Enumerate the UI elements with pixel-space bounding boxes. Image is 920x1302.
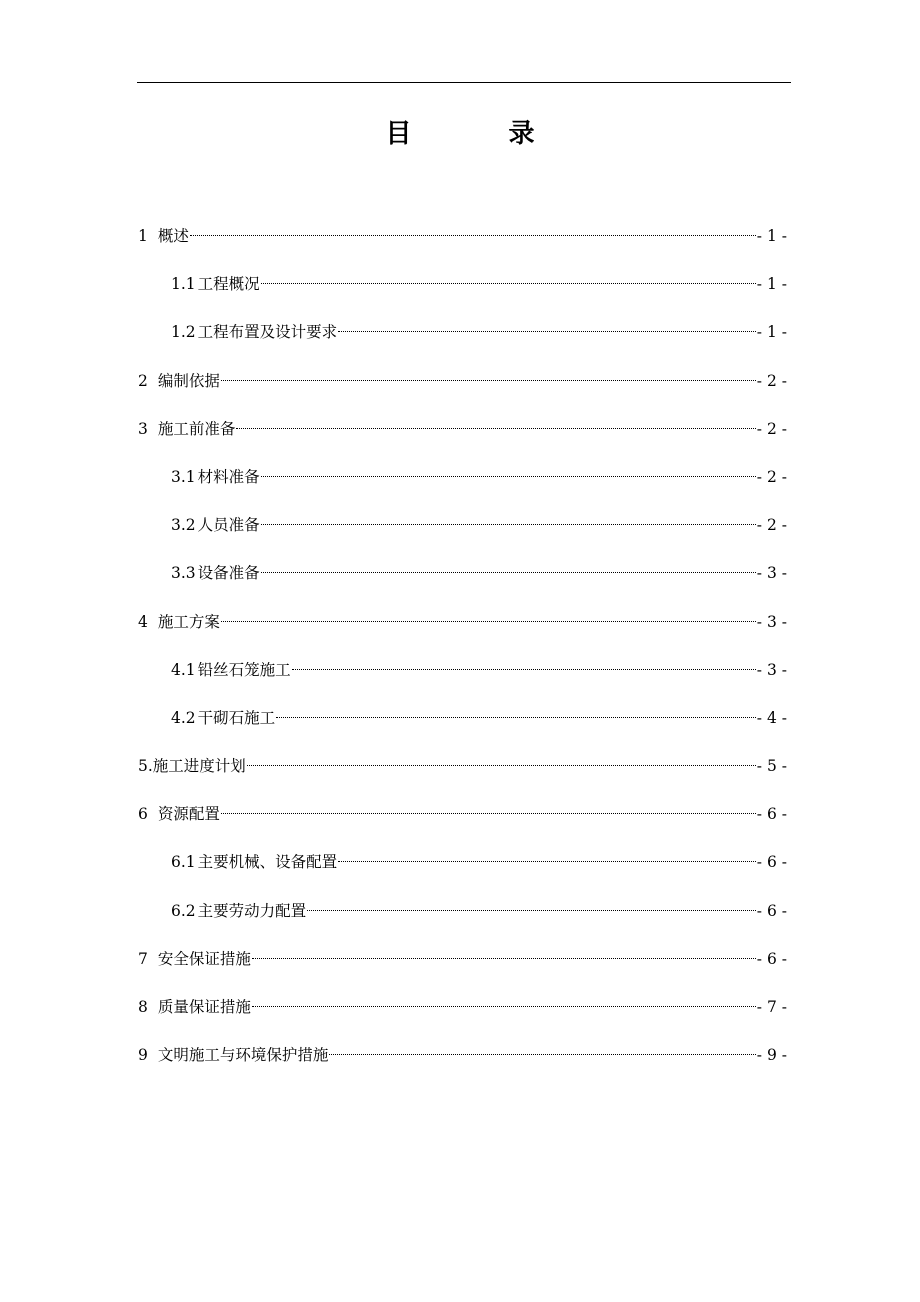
toc-entry-number: 4 [138,612,148,631]
toc-entry-number: 4.1 [171,660,196,679]
toc-entry-page: - 5 - [756,757,787,776]
toc-entry-number: 1.1 [171,275,196,294]
toc-entry-number: 3.3 [171,564,196,583]
toc-dot-leader [221,621,756,622]
toc-entry-page: - 9 - [756,1046,787,1065]
toc-entry[interactable] [138,608,790,656]
toc-entry-title: 文明施工与环境保护措施 [157,1046,329,1065]
toc-entry-title: 质量保证措施 [157,998,251,1016]
toc-entry[interactable] [138,704,790,752]
toc-entry-page: - 6 - [756,853,787,872]
toc-entry[interactable] [138,463,790,511]
toc-entry[interactable] [138,270,790,318]
toc-entry-number: 3 [138,419,148,438]
toc-entry-title: 工程概况 [197,275,260,294]
toc-entry-title: 资源配置 [157,805,220,824]
toc-entry-number: 9 [138,1046,148,1065]
toc-entry[interactable] [138,993,790,1041]
toc-entry-title: 设备准备 [197,564,260,583]
toc-entry-page: - 3 - [756,612,787,631]
toc-entry[interactable] [138,897,790,945]
toc-entry-title: 编制依据 [157,371,220,390]
toc-entry-number: 6.1 [171,853,196,872]
toc-dot-leader [261,283,756,284]
toc-entry-title: 干砌石施工 [197,708,276,727]
toc-entry-title: 主要劳动力配置 [197,901,307,920]
toc-entry-title: 铅丝石笼施工 [197,660,291,679]
toc-dot-leader [252,1006,756,1007]
toc-entry-number: 7 [138,949,148,968]
toc-entry-page: - 1 - [756,323,787,342]
toc-entry-number: 3.2 [171,516,196,535]
toc-entry[interactable] [138,559,790,607]
toc-entry-title: 概述 [157,227,189,245]
toc-entry[interactable] [138,945,790,993]
toc-dot-leader [221,813,756,814]
toc-entry-page: - 1 - [756,275,787,294]
toc-dot-leader [292,669,756,670]
toc-entry[interactable] [138,656,790,704]
toc-entry-page: - 4 - [756,708,787,727]
toc-entry-title: 安全保证措施 [157,949,251,968]
toc-entry-title: 材料准备 [197,467,260,486]
toc-entry-number: 1 [138,227,148,245]
toc-dot-leader [261,524,756,525]
toc-entry[interactable] [138,511,790,559]
toc-entry[interactable] [138,318,790,366]
toc-entry-number: 2 [138,371,148,390]
toc-entry-title: 施工方案 [157,612,220,631]
toc-entry[interactable] [138,1041,790,1089]
toc-list [138,222,790,1089]
toc-entry-page: - 2 - [756,467,787,486]
toc-dot-leader [261,476,756,477]
toc-dot-leader [276,717,756,718]
toc-dot-leader [252,958,756,959]
toc-entry[interactable] [138,848,790,896]
toc-dot-leader [221,380,756,381]
toc-entry-number: 5. [138,757,153,776]
toc-entry-title: 人员准备 [197,516,260,535]
toc-entry-title: 主要机械、设备配置 [197,853,338,872]
toc-entry[interactable] [138,800,790,848]
toc-entry-page: - 3 - [756,660,787,679]
toc-dot-leader [190,235,756,236]
toc-entry-page: - 2 - [756,419,787,438]
toc-entry[interactable] [138,222,790,270]
toc-dot-leader [329,1054,755,1055]
toc-entry-title: 施工进度计划 [152,757,246,776]
toc-entry-number: 6 [138,805,148,824]
toc-entry[interactable] [138,367,790,415]
toc-entry-number: 6.2 [171,901,196,920]
toc-dot-leader [338,861,756,862]
toc-dot-leader [261,572,756,573]
toc-dot-leader [338,331,756,332]
toc-entry-page: - 2 - [756,516,787,535]
toc-entry[interactable] [138,752,790,800]
toc-entry-number: 4.2 [171,708,196,727]
toc-entry-number: 3.1 [171,467,196,486]
toc-title: 目 录 [385,119,579,149]
toc-entry-page: - 6 - [756,901,787,920]
toc-dot-leader [247,765,756,766]
toc-entry-title: 施工前准备 [157,419,236,438]
toc-dot-leader [307,910,756,911]
toc-entry-page: - 2 - [756,371,787,390]
toc-entry-page: - 6 - [756,949,787,968]
toc-entry-page: - 6 - [756,805,787,824]
toc-entry-page: - 1 - [756,227,787,245]
toc-entry-page: - 7 - [756,998,787,1016]
toc-dot-leader [236,428,755,429]
toc-entry-number: 8 [138,998,148,1016]
toc-entry-title: 工程布置及设计要求 [197,323,338,342]
toc-entry-page: - 3 - [756,564,787,583]
header-rule [137,82,791,83]
toc-entry[interactable] [138,415,790,463]
toc-entry-number: 1.2 [171,323,196,342]
